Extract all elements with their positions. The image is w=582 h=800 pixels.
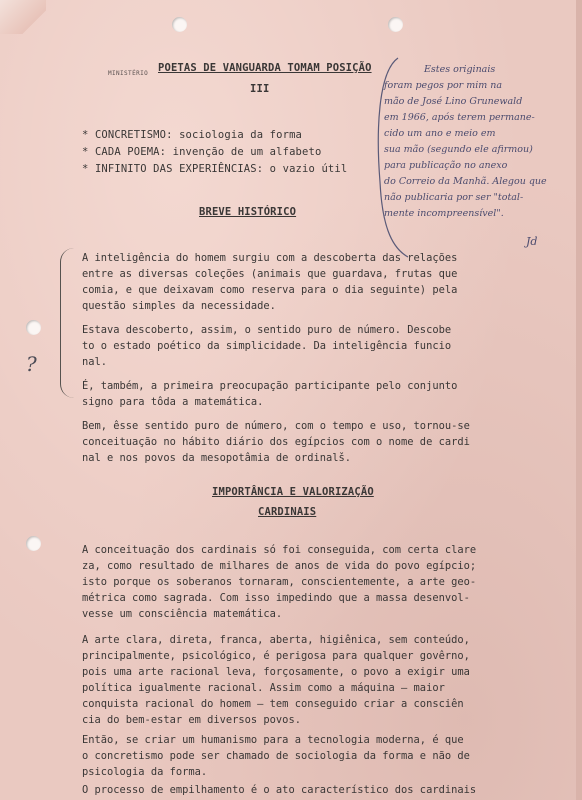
text-line: isto porque os soberanos tornaram, conscientemente, a arte geo- <box>82 576 477 588</box>
punch-hole <box>26 320 41 335</box>
section-heading: IMPORTÂNCIA E VALORIZAÇÃO <box>212 486 374 498</box>
folded-corner <box>0 0 46 34</box>
note-line: mente incompreensível". <box>384 208 504 219</box>
text-line: Bem, êsse sentido puro de número, com o tempo e uso, tornou-se <box>82 420 470 432</box>
note-line: do Correio da Manhã. Alegou que <box>384 176 547 187</box>
text-line: A arte clara, direta, franca, aberta, higiênica, sem conteúdo, <box>82 634 470 646</box>
text-line: pois uma arte racional leva, forçosamente, o povo a exigir uma <box>82 666 470 678</box>
note-line: cido um ano e meio em <box>384 128 496 139</box>
note-line: Estes originais <box>424 64 496 75</box>
text-line: o concretismo pode ser chamado de sociologia da forma e não de <box>82 750 470 762</box>
text-line: Então, se criar um humanismo para a tecnologia moderna, é que <box>82 734 464 746</box>
text-line: signo para tôda a matemática. <box>82 396 264 408</box>
text-line: entre as diversas coleções (animais que guardava, frutas que <box>82 268 458 280</box>
punch-hole <box>172 17 187 32</box>
text-line: to o estado poético da simplicidade. Da inteligência funcio <box>82 340 452 352</box>
text-line: questão simples da necessidade. <box>82 300 276 312</box>
bullet-line: * CADA POEMA: invenção de um alfabeto <box>82 146 322 158</box>
punch-hole <box>388 17 403 32</box>
text-line: psicologia da forma. <box>82 766 208 778</box>
note-line: para publicação no anexo <box>384 160 508 171</box>
ministry-label: MINISTÉRIO <box>108 70 149 77</box>
section-subheading: CARDINAIS <box>258 506 317 518</box>
text-line: O processo de empilhamento é o ato característico dos cardinais <box>82 784 477 796</box>
text-line: política igualmente racional. Assim como a máquina — maior <box>82 682 445 694</box>
signature: Jd <box>526 235 538 248</box>
document-title: POETAS DE VANGUARDA TOMAM POSIÇÃO <box>158 62 372 74</box>
margin-question-mark: ? <box>26 352 37 376</box>
text-line: za, como resultado de milhares de anos de vida do povo egípcio; <box>82 560 477 572</box>
text-line: nal. <box>82 356 108 368</box>
text-line: conquista racional do homem — tem conseguido criar a consciên <box>82 698 464 710</box>
punch-hole <box>26 536 41 551</box>
text-line: cia do bem-estar em diversos povos. <box>82 714 301 726</box>
section-heading: BREVE HISTÓRICO <box>199 206 297 218</box>
text-line: A conceituação dos cardinais só foi conseguida, com certa clare <box>82 544 477 556</box>
note-line: sua mão (segundo ele afirmou) <box>384 144 533 155</box>
text-line: comia, e que deixavam como reserva para o dia seguinte) pela <box>82 284 458 296</box>
note-line: mão de José Lino Grunewald <box>384 96 523 107</box>
page-edge <box>576 0 582 800</box>
text-line: A inteligência do homem surgiu com a descoberta das relações <box>82 252 458 264</box>
note-bracket <box>368 52 418 262</box>
note-line: em 1966, após terem permane- <box>384 112 535 123</box>
text-line: É, também, a primeira preocupação participante pelo conjunto <box>82 380 458 392</box>
bullet-line: * INFINITO DAS EXPERIÊNCIAS: o vazio útil <box>82 163 348 175</box>
note-line: foram pegos por mim na <box>384 80 503 91</box>
text-line: nal e nos povos da mesopotâmia de ordinalš. <box>82 452 351 464</box>
text-line: conceituação no hábito diário dos egípcios com o nome de cardi <box>82 436 470 448</box>
margin-bracket <box>60 248 75 398</box>
text-line: Estava descoberto, assim, o sentido puro de número. Descobe <box>82 324 452 336</box>
roman-numeral: III <box>250 83 270 95</box>
bullet-line: * CONCRETISMO: sociologia da forma <box>82 129 303 141</box>
text-line: métrica como sagrada. Com isso impedindo que a massa desenvol- <box>82 592 470 604</box>
note-line: não publicaria por ser "total- <box>384 192 524 203</box>
text-line: principalmente, psicológico, é perigosa para qualquer govêrno, <box>82 650 470 662</box>
text-line: vesse um consciência matemática. <box>82 608 283 620</box>
